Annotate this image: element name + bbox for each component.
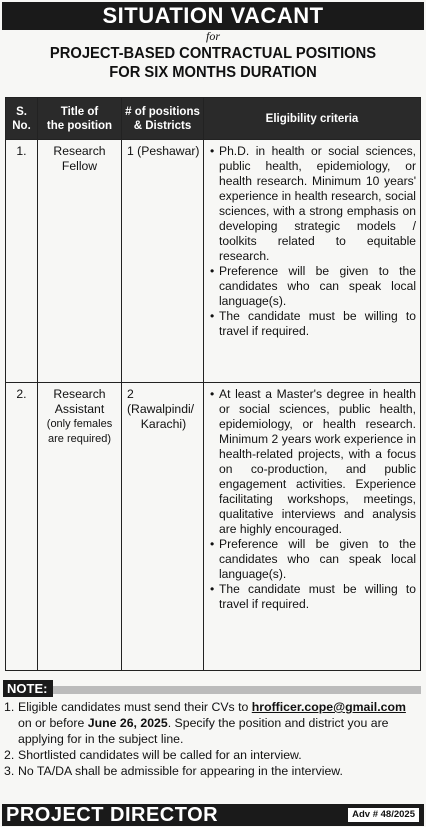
- note-item: [4, 699, 420, 747]
- position-title-line2: Fellow: [61, 159, 98, 173]
- position-count-line2: Karachi): [140, 417, 187, 431]
- note-number: 3.: [4, 764, 15, 778]
- note-number: 1.: [4, 700, 15, 714]
- subtitle-line-1: PROJECT-BASED CONTRACTUAL POSITIONS: [49, 45, 377, 62]
- criteria-item: • The candidate must be willing to travel if required.: [210, 582, 416, 612]
- row-number: 2.: [6, 383, 38, 671]
- deadline-date: June 26, 2025: [87, 716, 168, 730]
- position-note-line2: are required): [48, 433, 111, 445]
- note-item: [4, 747, 420, 763]
- table-row: [6, 383, 421, 671]
- position-count-line1: 2 (Rawalpindi/: [127, 387, 195, 416]
- email-link[interactable]: hrofficer.cope@gmail.com: [251, 700, 406, 714]
- note-item: [4, 763, 420, 779]
- note-text: No TA/DA shall be admissible for appearing in the interview.: [18, 764, 343, 778]
- header-positions-line1: # of positions: [125, 105, 200, 118]
- note-text: Shortlisted candidates will be called for an interview.: [18, 748, 302, 762]
- criteria-item: • Ph.D. in health or social sciences, public health, epidemiology, or health research. Minimum 10 years' experience in health research, social sciences, with a strong emphasis on developing strategic models / toolkits related to equitable research.: [210, 144, 416, 264]
- position-title: [38, 383, 122, 671]
- header-title: [38, 98, 122, 140]
- notes-list: [4, 699, 420, 779]
- subtitle: [11, 44, 416, 82]
- row-number: 1.: [6, 140, 38, 383]
- criteria-list: [210, 387, 416, 612]
- header-positions-line2: & Districts: [133, 119, 192, 132]
- signatory: PROJECT DIRECTOR: [6, 804, 219, 826]
- header-title-line1: Title of: [60, 105, 99, 118]
- position-title-line1: Research: [53, 387, 106, 401]
- eligibility-criteria: [204, 383, 421, 671]
- advertisement-number: Adv # 48/2025: [348, 808, 419, 822]
- subtitle-line-2: FOR SIX MONTHS DURATION: [109, 64, 317, 81]
- footer-bar: [2, 804, 424, 826]
- note-text: . Specify the position and district you are applying for in the subject line.: [18, 716, 389, 746]
- criteria-item: • Preference will be given to the candidates who can speak local language(s).: [210, 264, 416, 309]
- header-title-line2: the position: [46, 119, 113, 132]
- note-number: 2.: [4, 748, 15, 762]
- position-note-line1: (only females: [46, 418, 113, 430]
- table-row: [6, 140, 421, 383]
- criteria-item: • The candidate must be willing to travel if required.: [210, 309, 416, 339]
- note-divider: [53, 686, 421, 694]
- for-text: for: [205, 29, 220, 43]
- positions-table: [5, 97, 421, 671]
- position-count-district: [122, 383, 204, 671]
- note-text: on or before: [18, 716, 88, 730]
- header-sno-line2: No.: [12, 119, 31, 132]
- header-sno: [6, 98, 38, 140]
- header-sno-line1: S.: [16, 105, 27, 118]
- criteria-item: • Preference will be given to the candidates who can speak local language(s).: [210, 537, 416, 582]
- eligibility-criteria: [204, 140, 421, 383]
- note-text: Eligible candidates must send their CVs to: [18, 700, 252, 714]
- position-count-district: [122, 140, 204, 383]
- table-header-row: [6, 98, 421, 140]
- header-positions: [122, 98, 204, 140]
- position-title-line1: Research: [53, 144, 106, 158]
- position-title-line2: Assistant: [54, 402, 105, 416]
- position-title: [38, 140, 122, 383]
- header-eligibility: Eligibility criteria: [204, 98, 421, 140]
- criteria-item: • At least a Master's degree in health or social sciences, public health, epidemiology, or health research. Minimum 2 years work experience in health-related projects, with a focus on co-production, and public engagement activities. Experience facilitating workshops, meetings, qualitative interviews and analysis are highly encouraged.: [210, 387, 416, 537]
- position-count-line1: 1 (Peshawar): [127, 144, 200, 158]
- banner-title: SITUATION VACANT: [2, 2, 424, 30]
- note-label: NOTE:: [3, 680, 53, 697]
- criteria-list: [210, 144, 416, 339]
